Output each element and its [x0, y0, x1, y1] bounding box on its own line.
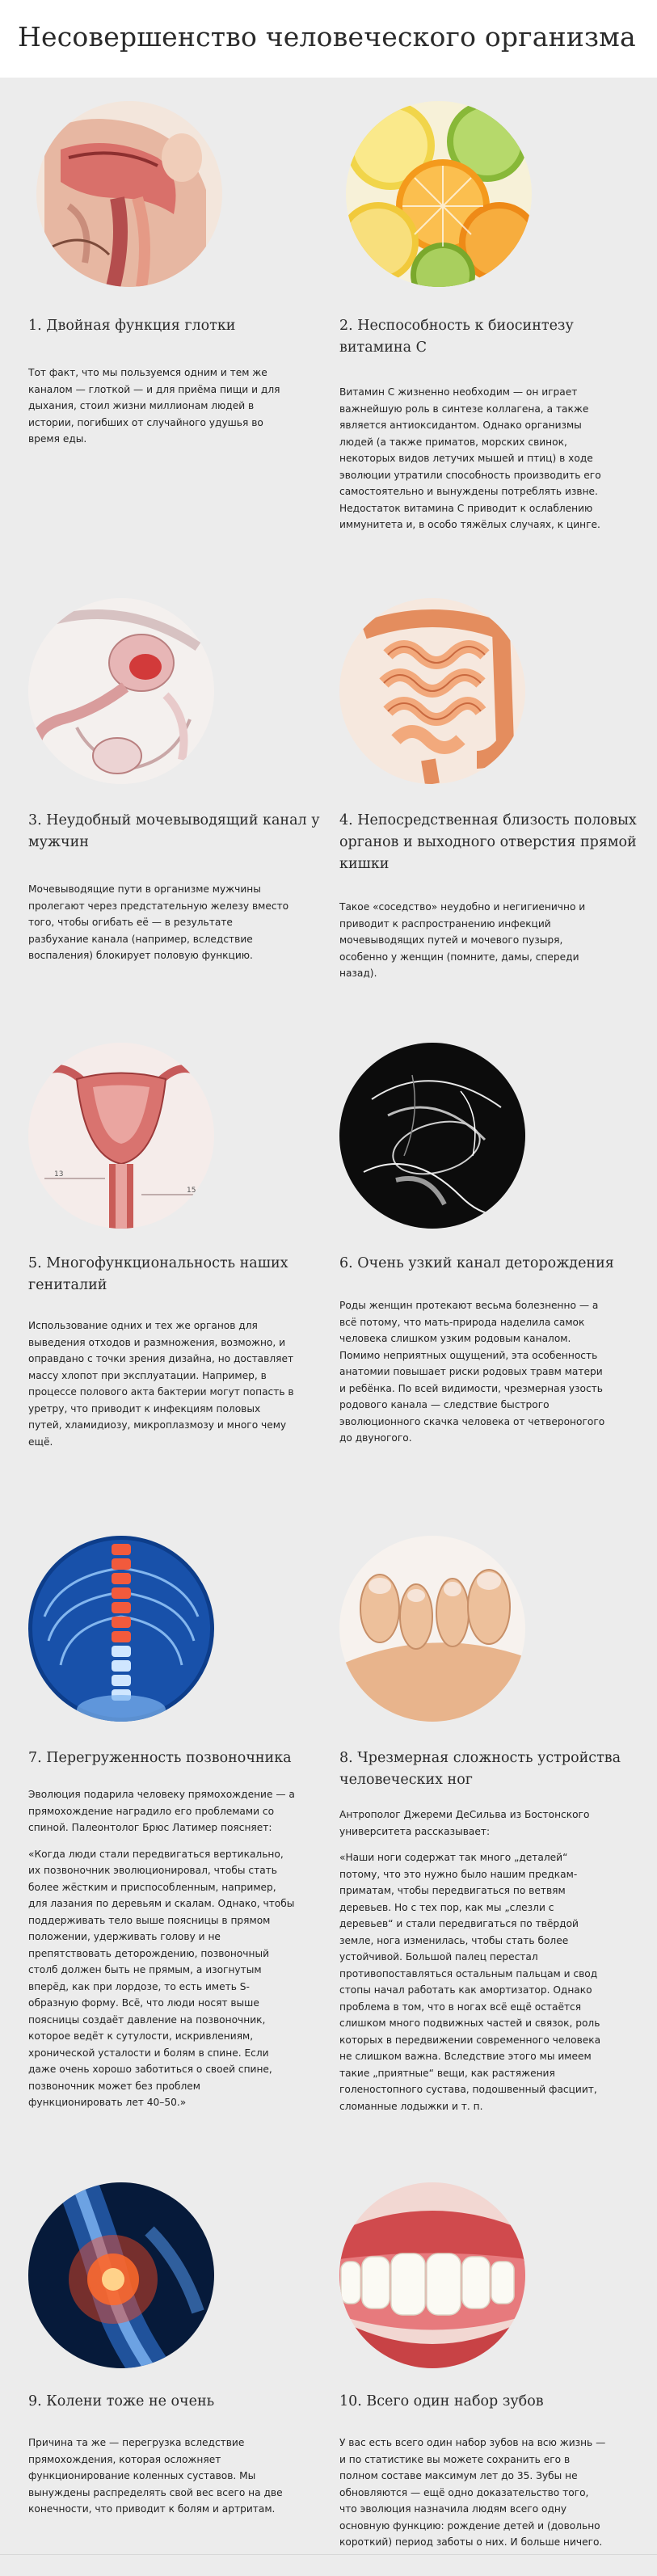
item-title: 8. Чрезмерная сложность устройства человеческих ног: [339, 1750, 621, 1788]
item-text: [339, 1807, 606, 2124]
item-paragraph: Такое «соседство» неудобно и негигиенично и приводит к распространению инфекций мочевыводящих путей и мочевого пузыря, особенно у женщин (помните, дамы, спереди назад).: [339, 901, 586, 979]
page-header: [0, 0, 657, 78]
item-10: [339, 2182, 645, 2562]
item-paragraph: Витамин С жизненно необходим — он играет важнейшую роль в синтезе коллагена, а также является антиоксидантом. Однако организмы людей (а также приматов, морских свинок, некоторых видов летучих мышей и птиц) в ходе эволюции утратили способность производить его самостоятельно и вынуждены потреблять извне. Недостаток витамина С приводит к ослаблению иммунитета и, в особо тяжёлых случаях, к цинге.: [339, 386, 601, 530]
item-4: [339, 598, 645, 994]
item-8: [339, 1536, 645, 2182]
item-paragraph: Роды женщин протекают весьма болезненно — а всё потому, что мать-природа наделила самок человека слишком узким родовым каналом. Помимо неприятных ощущений, эта особенность анатомии повышает риски родовых травм матери и ребёнка. По всей видимости, чрезмерная узость родового канала — следствие быстрого эволюционного скачка человека от четвероногого до двуногого.: [339, 1300, 605, 1444]
item-text: [339, 899, 606, 992]
item-paragraph: Антрополог Джереми ДеСильва из Бостонского университета рассказывает:: [339, 1809, 590, 1837]
item-3: [28, 598, 334, 961]
item-7: [28, 1536, 334, 2134]
page-title: Несовершенство человеческого организма: [18, 21, 636, 53]
item-title: 9. Колени тоже не очень: [28, 2393, 215, 2409]
item-text: [339, 1297, 606, 1457]
item-9: [28, 2182, 334, 2530]
item-5: [28, 1043, 334, 1463]
item-title: 7. Перегруженность позвоночника: [28, 1750, 292, 1766]
item-paragraph: «Когда люди стали передвигаться вертикально, их позвоночник эволюционировал, чтобы стать более жёстким и приспособленным, например, для лазания по деревьям и скалам. Однако, чтобы поддерживать тело выше поясницы в прямом положении, удерживать голову и не препятствовать деторождению, позвоночный столб должен быть не прямым, а изогнутым вперёд, как при лордозе, то есть иметь S-образную форму. Всё, что люди носят выше поясницы создаёт давление на позвоночник, которое ведёт к сутулости, искривлениям, хронической усталости и болям в спине. Если даже очень хорошо заботиться о своей спине, позвоночник может без проблем функционировать лет 40–50.»: [28, 1848, 295, 2108]
item-title: 4. Непосредственная близость половых органов и выходного отверстия прямой кишки: [339, 812, 637, 872]
item-text: [28, 881, 295, 974]
item-paragraph: У вас есть всего один набор зубов на всю жизнь — и по статистике вы можете сохранить его в полном составе максимум лет до 35. Зубы не обновляются — ещё одно доказательство того, что эволюция назначила людям всего одну основную функцию: рождение детей и (довольно короткий) период заботы о них. И больше ничего.: [339, 2437, 606, 2548]
uterus-diagram-image: [28, 1043, 214, 1229]
toes-image: [339, 1536, 525, 1722]
knee-pain-image: [28, 2182, 214, 2368]
item-2: [339, 101, 645, 530]
item-text: [28, 365, 295, 457]
male-urinary-image: [28, 598, 214, 784]
throat-anatomy-image: [36, 101, 222, 287]
item-title: 3. Неудобный мочевыводящий канал у мужчин: [28, 812, 320, 850]
item-title: 6. Очень узкий канал деторождения: [339, 1255, 614, 1271]
item-paragraph: Эволюция подарила человеку прямохождение — а прямохождение наградило его проблемами со спиной. Палеонтолог Брюс Латимер поясняет:: [28, 1789, 295, 1833]
item-text: [339, 2435, 606, 2561]
birth-canal-xray-image: [339, 1043, 525, 1229]
item-paragraph: «Наши ноги содержат так много „деталей“ потому, что это нужно было нашим предкам-приматам, чтобы передвигаться по ветвям деревьев. Но с тех пор, как мы „слезли с деревьев“ и стали передвигаться по твёрдой земле, нога изменилась, чтобы стать более устойчивой. Большой палец перестал противопоставляться остальным пальцам и свод стопы начал работать как амортизатор. Однако проблема в том, что в ногах всё ещё остаётся слишком много подвижных частей и связок, роль которых в передвижении современного человека не слишком важна. Вследствие этого мы имеем такие „приятные“ вещи, как растяжения голеностопного сустава, подошвенный фасциит, сломанные лодыжки и т. п.: [339, 1852, 601, 2112]
item-title: 5. Многофункциональность наших гениталий: [28, 1255, 288, 1293]
item-title: 1. Двойная функция глотки: [28, 318, 236, 334]
item-text: [28, 1318, 295, 1460]
footer-divider: [0, 2554, 657, 2555]
item-1: [28, 101, 334, 469]
item-title: 2. Неспособность к биосинтезу витамина С: [339, 318, 574, 356]
item-6: [339, 1043, 645, 1463]
diagram-label: 13: [54, 1170, 64, 1178]
item-paragraph: Использование одних и тех же органов для выведения отходов и размножения, возможно, и оправдано с точки зрения дизайна, но доставляет массу хлопот при эксплуатации. Например, в процессе полового акта бактерии могут попасть в уретру, что приводит к инфекциям половых путей, хламидиозу, микроплазмозу и много чему ещё.: [28, 1320, 294, 1448]
item-paragraph: Тот факт, что мы пользуемся одним и тем же каналом — глоткой — и для приёма пищи и для дыхания, стоил жизни миллионам людей в истории, погибших от случайного удушья во время еды.: [28, 367, 280, 445]
item-title: 10. Всего один набор зубов: [339, 2393, 544, 2409]
item-text: [339, 384, 606, 543]
citrus-slices-image: [346, 101, 532, 287]
item-paragraph: Причина та же — перегрузка вследствие прямохождения, которая осложняет функционирование коленных суставов. Мы вынуждены распределять свой вес всего на две конечности, что приводит к болям и артритам.: [28, 2437, 283, 2515]
intestines-image: [339, 598, 525, 784]
item-text: [28, 2435, 295, 2528]
item-paragraph: Мочевыводящие пути в организме мужчины пролегают через предстательную железу вместо того, чтобы огибать её — в результате разбухание канала (например, вследствие воспаления) блокирует половую функцию.: [28, 883, 289, 961]
teeth-smile-image: [339, 2182, 525, 2368]
diagram-label: 15: [187, 1187, 196, 1195]
spine-xray-image: [28, 1536, 214, 1722]
item-text: [28, 1786, 295, 2121]
